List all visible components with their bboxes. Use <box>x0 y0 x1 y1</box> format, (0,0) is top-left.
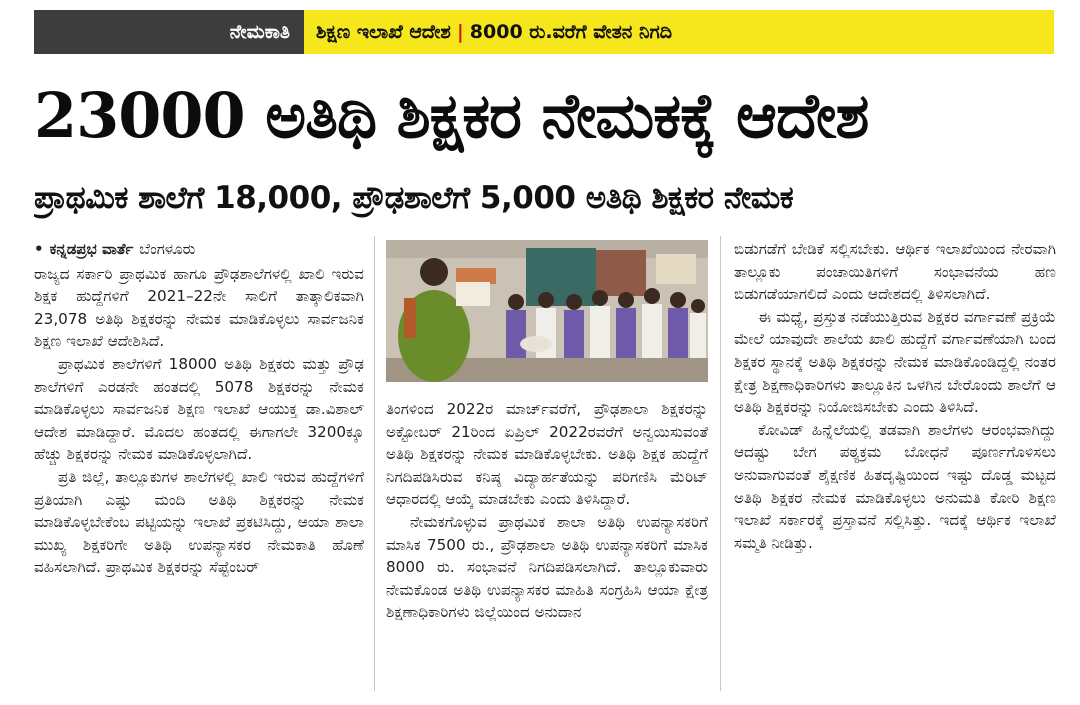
article-column-2 <box>386 398 708 624</box>
section-header-bar <box>34 10 1054 54</box>
article-column-3 <box>734 238 1056 554</box>
byline-place: ಬೆಂಗಳೂರು <box>139 240 196 258</box>
kicker-separator: | <box>456 21 464 43</box>
subheadline: ಪ್ರಾಥಮಿಕ ಶಾಲೆಗೆ 18,000, ಪ್ರೌಢಶಾಲೆಗೆ 5,000 ಅತಿಥಿ ಶಿಕ್ಷಕರ ನೇಮಕ <box>34 180 794 216</box>
paragraph: ತಿಂಗಳಿಂದ 2022ರ ಮಾರ್ಚ್‌ವರೆಗೆ, ಪ್ರೌಢಶಾಲಾ ಶಿಕ್ಷಕರನ್ನು ಅಕ್ಟೋಬರ್ 21ರಿಂದ ಏಪ್ರಿಲ್ 2022ರವರೆಗೆ ಅನ್ವಯಿಸುವಂತೆ ಅತಿಥಿ ಶಿಕ್ಷಕರನ್ನು ನೇಮಕ ಮಾಡಿಕೊಳ್ಳಬೇಕು. ಅತಿಥಿ ಶಿಕ್ಷಕ ಹುದ್ದೆಗೆ ನಿಗದಿಪಡಿಸಿರುವ ಕನಿಷ್ಠ ವಿದ್ಯಾರ್ಹತೆಯನ್ನು ಪರಿಗಣಿಸಿ ಮೆರಿಟ್ ಆಧಾರದಲ್ಲಿ ಆಯ್ಕೆ ಮಾಡಬೇಕು ಎಂದು ತಿಳಿಸಿದ್ದಾರೆ. <box>386 400 708 509</box>
paragraph: ನೇಮಕಗೊಳ್ಳುವ ಪ್ರಾಥಮಿಕ ಶಾಲಾ ಅತಿಥಿ ಉಪನ್ಯಾಸಕರಿಗೆ ಮಾಸಿಕ 7500 ರು., ಪ್ರೌಢಶಾಲಾ ಅತಿಥಿ ಉಪನ್ಯಾಸಕರಿಗೆ ಮಾಸಿಕ 8000 ರು. ಸಂಭಾವನೆ ನಿಗದಿಪಡಿಸಲಾಗಿದೆ. ತಾಲ್ಲೂಕುವಾರು ನೇಮಕೊಂಡ ಅತಿಥಿ ಉಪನ್ಯಾಸಕರ ಮಾಹಿತಿ ಸಂಗ್ರಹಿಸಿ ಆಯಾ ಕ್ಷೇತ್ರ ಶಿಕ್ಷಣಾಧಿಕಾರಿಗಳು ಜಿಲ್ಲೆಯಿಂದ ಅನುದಾನ <box>386 512 708 622</box>
photo-plate <box>520 336 552 352</box>
classroom-photo-icon <box>386 240 708 382</box>
photo-book <box>456 282 490 306</box>
byline-source: ಕನ್ನಡಪ್ರಭ ವಾರ್ತೆ <box>49 240 134 258</box>
photo-board <box>526 248 596 306</box>
column-divider <box>720 236 721 691</box>
photo-teacher-sleeve <box>404 298 416 338</box>
photo-door <box>596 250 646 296</box>
kicker-left: ಶಿಕ್ಷಣ ಇಲಾಖೆ ಆದೇಶ <box>316 21 451 43</box>
photo-chart <box>656 254 696 284</box>
byline <box>34 238 364 261</box>
paragraph: ಬಿಡುಗಡೆಗೆ ಬೇಡಿಕೆ ಸಲ್ಲಿಸಬೇಕು. ಆರ್ಥಿಕ ಇಲಾಖೆಯಿಂದ ನೇರವಾಗಿ ತಾಲ್ಲೂಕು ಪಂಚಾಯಿತಿಗಳಿಗೆ ಸಂಭಾವನೆಯ ಹಣ ಬಿಡುಗಡೆಯಾಗಲಿದೆ ಎಂದು ಆದೇಶದಲ್ಲಿ ತಿಳಿಸಲಾಗಿದೆ. <box>734 240 1056 304</box>
photo-teacher-head <box>420 258 448 286</box>
article-column-1 <box>34 238 364 579</box>
bullet: • <box>34 240 44 258</box>
paragraph: ಪ್ರತಿ ಜಿಲ್ಲೆ, ತಾಲ್ಲೂಕುಗಳ ಶಾಲೆಗಳಲ್ಲಿ ಖಾಲಿ ಇರುವ ಹುದ್ದೆಗಳಿಗೆ ಪ್ರತಿಯಾಗಿ ಎಷ್ಟು ಮಂದಿ ಅತಿಥಿ ಶಿಕ್ಷಕರನ್ನು ನೇಮಕ ಮಾಡಿಕೊಳ್ಳಬೇಕೆಂಬ ಪಟ್ಟಿಯನ್ನು ಇಲಾಖೆ ಪ್ರಕಟಿಸಿದ್ದು, ಆಯಾ ಶಾಲಾ ಮುಖ್ಯ ಶಿಕ್ಷಕರಿಗೇ ಅತಿಥಿ ಉಪನ್ಯಾಸಕರ ನೇಮಕಾತಿ ಹೊಣೆ ವಹಿಸಲಾಗಿದೆ. ಪ್ರಾಥಮಿಕ ಶಿಕ್ಷಕರನ್ನು ಸೆಪ್ಟೆಂಬರ್ <box>34 467 364 577</box>
paragraph: ಪ್ರಾಥಮಿಕ ಶಾಲೆಗಳಿಗೆ 18000 ಅತಿಥಿ ಶಿಕ್ಷಕರು ಮತ್ತು ಪ್ರೌಢ ಶಾಲೆಗಳಿಗೆ ಎರಡನೇ ಹಂತದಲ್ಲಿ 5078 ಶಿಕ್ಷಕರನ್ನು ನೇಮಕ ಮಾಡಿಕೊಳ್ಳಲು ಸಾರ್ವಜನಿಕ ಶಿಕ್ಷಣ ಇಲಾಖೆ ಆಯುಕ್ತ ಡಾ.ವಿಶಾಲ್ ಆದೇಶ ಮಾಡಿದ್ದಾರೆ. ಮೊದಲ ಹಂತದಲ್ಲಿ ಈಗಾಗಲೇ 3200ಕ್ಕೂ ಹೆಚ್ಚು ಶಿಕ್ಷಕರನ್ನು ನೇಮಕ ಮಾಡಿಕೊಳ್ಳಲಾಗಿದೆ. <box>34 354 364 464</box>
classroom-photo <box>386 240 708 382</box>
kicker-right: 8000 ರು.ವರೆಗೆ ವೇತನ ನಿಗದಿ <box>469 21 673 43</box>
headline: 23000 ಅತಿಥಿ ಶಿಕ್ಷಕರ ನೇಮಕಕ್ಕೆ ಆದೇಶ <box>34 79 869 152</box>
kicker-line <box>304 10 1054 54</box>
paragraph: ಈ ಮಧ್ಯೆ, ಪ್ರಸ್ತುತ ನಡೆಯುತ್ತಿರುವ ಶಿಕ್ಷಕರ ವರ್ಗಾವಣೆ ಪ್ರಕ್ರಿಯೆ ಮೇಲೆ ಯಾವುದೇ ಶಾಲೆಯ ಖಾಲಿ ಹುದ್ದೆಗೆ ವರ್ಗಾವಣೆಯಾಗಿ ಬಂದ ಶಿಕ್ಷಕರ ಸ್ಥಾನಕ್ಕೆ ಅತಿಥಿ ಶಿಕ್ಷಕರನ್ನು ನೇಮಕ ಮಾಡಿಕೊಂಡಿದ್ದಲ್ಲಿ ನಂತರ ಕ್ಷೇತ್ರ ಶಿಕ್ಷಣಾಧಿಕಾರಿಗಳು ತಾಲ್ಲೂಕಿನ ಒಳಗಿನ ಬೇರೊಂದು ಶಾಲೆಗೆ ಆ ಅತಿಥಿ ಶಿಕ್ಷಕರನ್ನು ನಿಯೋಜಿಸಬೇಕು ಎಂದು ತಿಳಿಸಿದೆ. <box>734 307 1056 417</box>
paragraph: ರಾಜ್ಯದ ಸರ್ಕಾರಿ ಪ್ರಾಥಮಿಕ ಹಾಗೂ ಪ್ರೌಢಶಾಲೆಗಳಲ್ಲಿ ಖಾಲಿ ಇರುವ ಶಿಕ್ಷಕ ಹುದ್ದೆಗಳಿಗೆ 2021–22ನೇ ಸಾಲಿಗೆ ತಾತ್ಕಾಲಿಕವಾಗಿ 23,078 ಅತಿಥಿ ಶಿಕ್ಷಕರನ್ನು ನೇಮಕ ಮಾಡಿಕೊಳ್ಳಲು ಸಾರ್ವಜನಿಕ ಶಿಕ್ಷಣ ಇಲಾಖೆ ಆದೇಶಿಸಿದೆ. <box>34 264 364 351</box>
paragraph: ಕೋವಿಡ್ ಹಿನ್ನೆಲೆಯಲ್ಲಿ ತಡವಾಗಿ ಶಾಲೆಗಳು ಆರಂಭವಾಗಿದ್ದು ಆದಷ್ಟು ಬೇಗ ಪಠ್ಯಕ್ರಮ ಬೋಧನೆ ಪೂರ್ಣಗೊಳಿಸಲು ಅನುವಾಗುವಂತೆ ಶೈಕ್ಷಣಿಕ ಹಿತದೃಷ್ಟಿಯಿಂದ ಇಷ್ಟು ದೊಡ್ಡ ಮಟ್ಟದ ಅತಿಥಿ ಶಿಕ್ಷಕರ ನೇಮಕ ಮಾಡಿಕೊಳ್ಳಲು ಅನುಮತಿ ಕೋರಿ ಶಿಕ್ಷಣ ಇಲಾಖೆ ಸರ್ಕಾರಕ್ಕೆ ಪ್ರಸ್ತಾವನೆ ಸಲ್ಲಿಸಿತ್ತು. ಇದಕ್ಕೆ ಆರ್ಥಿಕ ಇಲಾಖೆ ಸಮ್ಮತಿ ನೀಡಿತ್ತು. <box>734 420 1056 552</box>
photo-poster <box>456 268 496 284</box>
section-tag: ನೇಮಕಾತಿ <box>34 10 304 54</box>
column-divider <box>374 236 375 691</box>
